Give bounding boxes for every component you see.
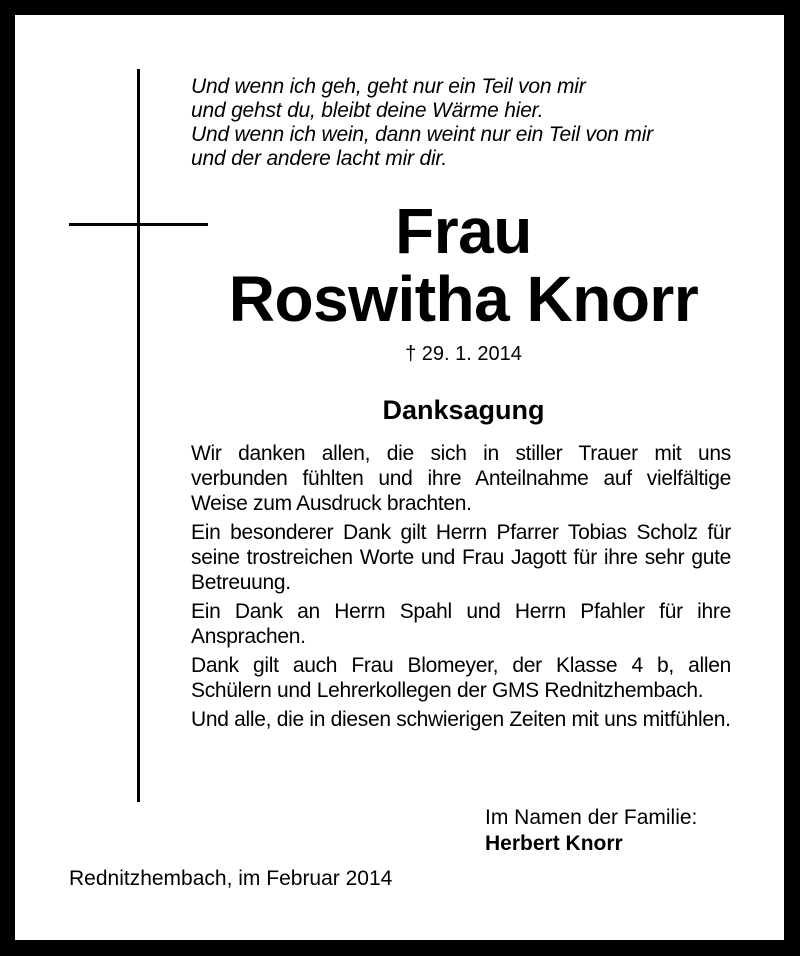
cross-icon-horizontal-bar <box>69 223 208 226</box>
salutation: Frau <box>395 195 532 267</box>
deceased-name: Roswitha Knorr <box>228 263 699 335</box>
thanks-paragraph: Ein besonderer Dank gilt Herrn Pfarrer Tobias Scholz für seine trostreichen Worte und Frau Jagott für ihre sehr gute Betreuung. <box>191 521 731 594</box>
signer-name: Herbert Knorr <box>485 832 623 855</box>
obituary-notice <box>15 15 784 940</box>
thanks-body <box>191 441 731 736</box>
section-title: Danksagung <box>382 395 545 425</box>
thanks-paragraph: Ein Dank an Herrn Spahl und Herrn Pfahler für ihre Ansprachen. <box>191 600 731 648</box>
poem-line: Und wenn ich geh, geht nur ein Teil von mir <box>191 75 586 98</box>
poem <box>191 75 653 171</box>
poem-line: und der andere lacht mir dir. <box>191 147 448 170</box>
cross-icon-vertical-bar <box>137 69 140 802</box>
poem-line: und gehst du, bleibt deine Wärme hier. <box>191 99 544 122</box>
death-date: † 29. 1. 2014 <box>405 343 522 365</box>
deceased-name-heading <box>191 197 736 333</box>
thanks-paragraph: Und alle, die in diesen schwierigen Zeiten mit uns mitfühlen. <box>191 708 731 731</box>
place-and-date: Rednitzhembach, im Februar 2014 <box>69 867 393 890</box>
thanks-paragraph: Dank gilt auch Frau Blomeyer, der Klasse 4 b, allen Schülern und Lehrerkollegen der GMS Rednitzhembach. <box>191 654 731 702</box>
poem-line: Und wenn ich wein, dann weint nur ein Teil von mir <box>191 123 653 146</box>
signature-intro: Im Namen der Familie: <box>485 806 698 829</box>
thanks-paragraph: Wir danken allen, die sich in stiller Trauer mit uns verbunden fühlten und ihre Anteilnahme auf vielfältige Weise zum Ausdruck brachten. <box>191 442 731 515</box>
signature-block <box>485 805 697 857</box>
